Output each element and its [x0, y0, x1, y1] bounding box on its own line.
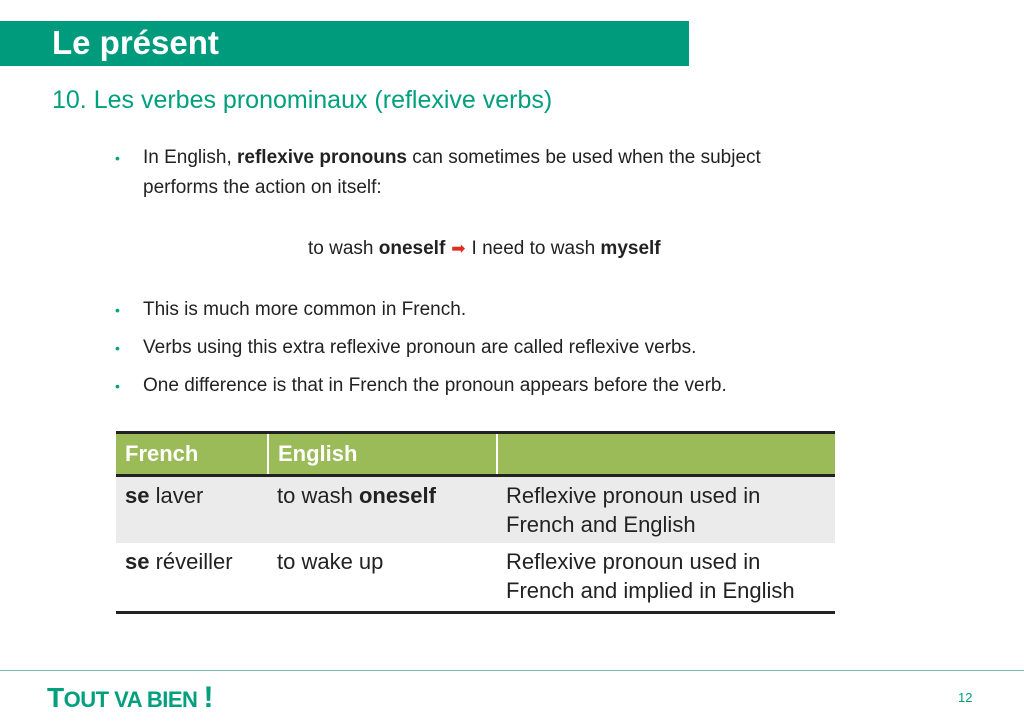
- bullet-marker: •: [115, 340, 120, 356]
- cell-french: [116, 476, 268, 544]
- bullet-text: Verbs using this extra reflexive pronoun are called reflexive verbs.: [143, 337, 697, 358]
- header-english: English: [268, 433, 497, 476]
- cell-french: [116, 543, 268, 613]
- verb-text: réveiller: [149, 549, 233, 574]
- cell-english: [268, 543, 497, 613]
- bullet-text: [143, 143, 761, 173]
- note-line: Reflexive pronoun used in: [506, 483, 761, 508]
- cell-note: [497, 476, 835, 544]
- header-notes: [497, 433, 835, 476]
- footer-divider: [0, 670, 1024, 671]
- bullet-1-pre: In English,: [143, 147, 237, 168]
- english-text: to wake up: [277, 549, 384, 574]
- bullet-marker: •: [115, 378, 120, 394]
- example-sentence: [308, 234, 661, 264]
- english-bold: oneself: [358, 483, 436, 508]
- title-bar: [0, 21, 689, 66]
- bullet-1-post: can sometimes be used when the subject: [407, 147, 761, 168]
- arrow-right-icon: ➡: [451, 239, 466, 258]
- reflexive-pronoun: se: [125, 483, 150, 508]
- bullet-text: One difference is that in French the pronoun appears before the verb.: [143, 375, 727, 396]
- verbs-table: [116, 431, 835, 614]
- example-bold-myself: myself: [600, 238, 661, 259]
- english-text: to wash: [277, 483, 359, 508]
- cell-english: [268, 476, 497, 544]
- table-row: [116, 543, 835, 613]
- cell-note: [497, 543, 835, 613]
- bullet-marker: •: [115, 302, 120, 318]
- example-mid: I need to wash: [471, 238, 601, 259]
- tout-va-bien-logo: [47, 681, 213, 715]
- slide-subtitle: 10. Les verbes pronominaux (reflexive verbs): [52, 86, 553, 114]
- note-line: French and implied in English: [506, 578, 795, 603]
- page-number: 12: [958, 690, 973, 705]
- header-french: French: [116, 433, 268, 476]
- slide-title: Le présent: [52, 24, 219, 61]
- bullet-text: This is much more common in French.: [143, 299, 467, 320]
- table-row: [116, 476, 835, 544]
- example-pre: to wash: [308, 238, 379, 259]
- reflexive-pronoun: se: [125, 549, 150, 574]
- example-bold-oneself: oneself: [378, 238, 446, 259]
- note-line: Reflexive pronoun used in: [506, 549, 761, 574]
- note-line: French and English: [506, 512, 696, 537]
- verb-text: laver: [149, 483, 204, 508]
- bullet-marker: •: [115, 150, 120, 166]
- table-header-row: [116, 433, 835, 476]
- logo-text: OUT VA BIEN: [63, 687, 198, 712]
- logo-exclamation: !: [203, 681, 213, 714]
- bullet-1-line2: performs the action on itself:: [143, 177, 382, 198]
- logo-initial: T: [47, 682, 64, 713]
- bullet-1-bold: reflexive pronouns: [237, 147, 407, 168]
